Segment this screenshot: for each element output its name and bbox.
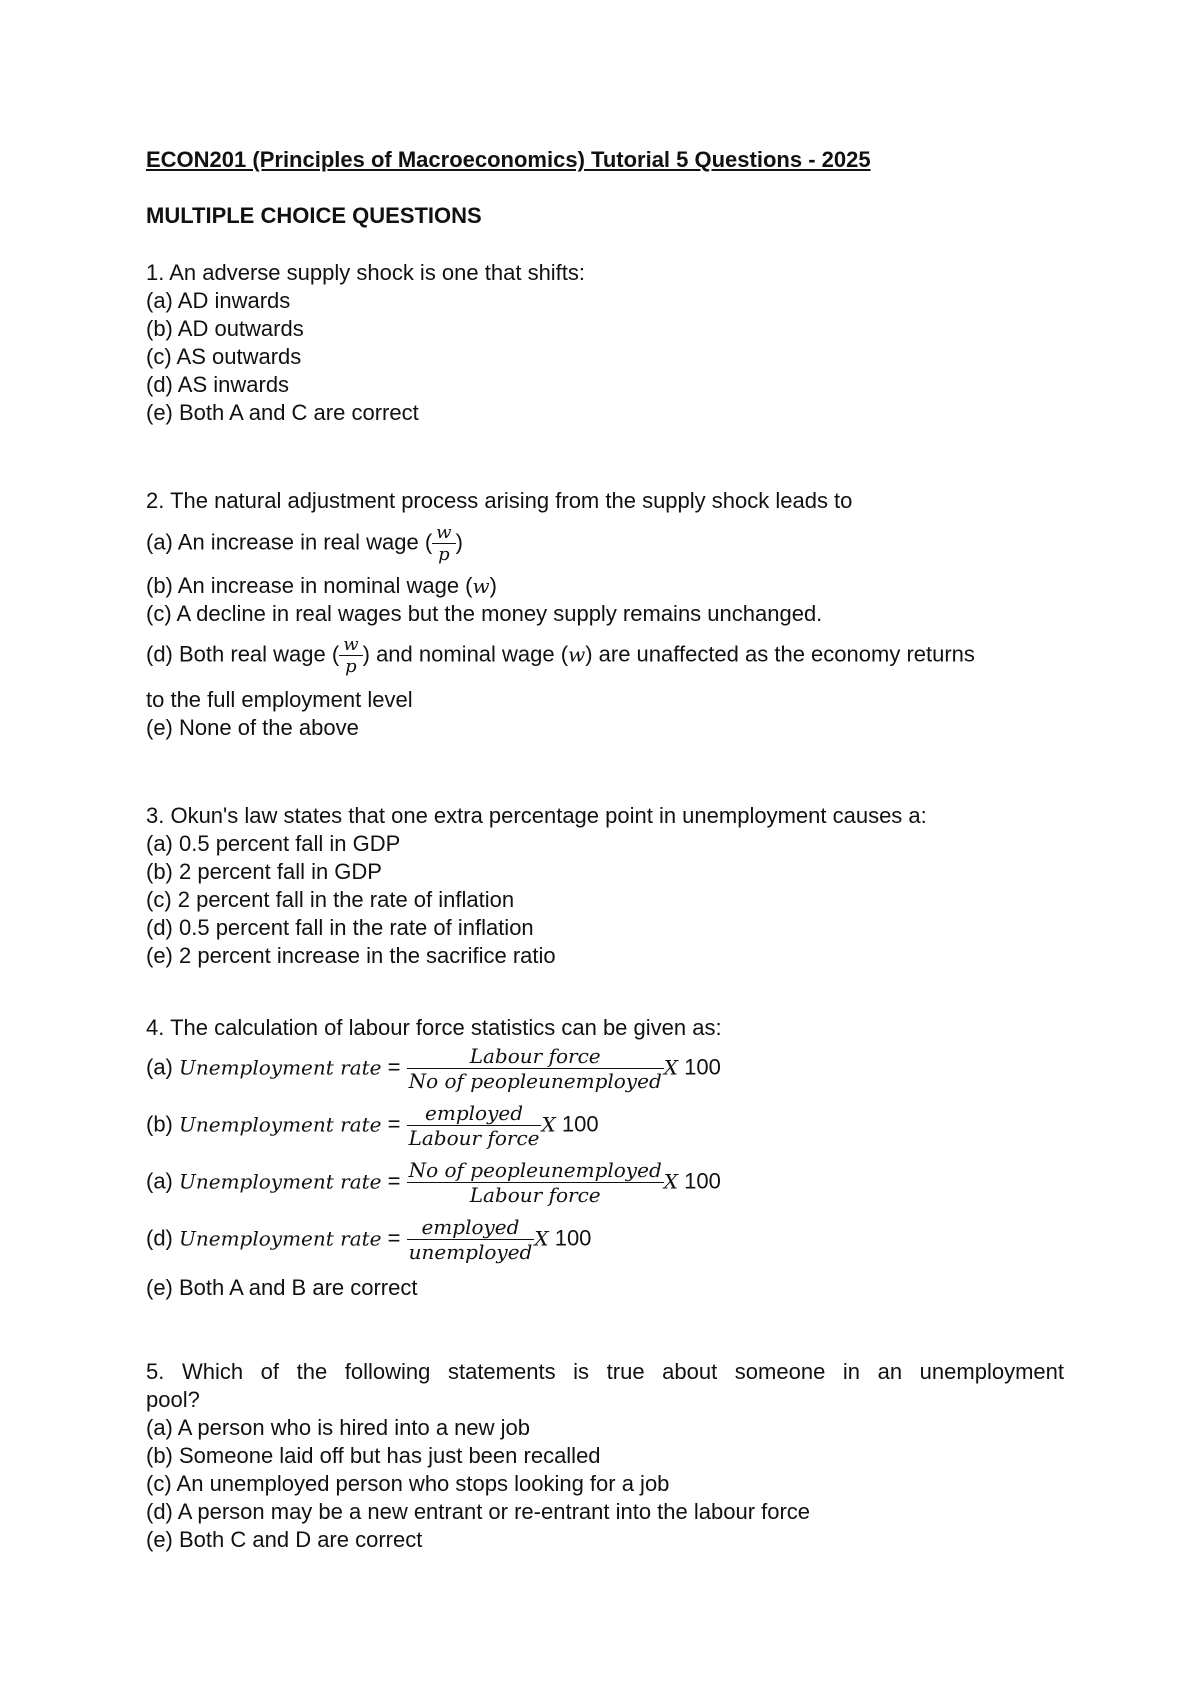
fraction-denominator: Labour force (469, 1183, 601, 1207)
q2-option-a-close: ) (455, 529, 463, 555)
q2-option-b-text: (b) An increase in nominal wage ( (146, 573, 473, 598)
q4-option-c (146, 1158, 721, 1207)
hundred-value: 100 (548, 1225, 592, 1251)
q2-option-d (146, 634, 975, 677)
equals-sign: = (381, 1054, 407, 1080)
hundred-value: 100 (678, 1168, 721, 1194)
fraction-denominator: Labour force (408, 1126, 540, 1150)
q5-stem-line-1: 5. Which of the following statements is true about someone in an unemployment (146, 1359, 1064, 1384)
q1-option-c: (c) AS outwards (146, 344, 302, 369)
q2-option-d-continued: to the full employment level (146, 687, 413, 712)
q1-option-a: (a) AD inwards (146, 288, 291, 313)
option-label: (d) (146, 1225, 179, 1251)
fraction-numerator: w (339, 634, 362, 656)
option-label: (a) (146, 1054, 179, 1080)
q1-option-e: (e) Both A and C are correct (146, 400, 419, 425)
formula-fraction (407, 1158, 664, 1207)
section-heading: MULTIPLE CHOICE QUESTIONS (146, 203, 482, 228)
q2-option-d-text: (d) Both real wage ( (146, 641, 340, 667)
q2-stem: 2. The natural adjustment process arising from the supply shock leads to (146, 488, 853, 513)
q2-option-a-text: (a) An increase in real wage ( (146, 529, 433, 555)
q5-option-e: (e) Both C and D are correct (146, 1527, 423, 1552)
formula-fraction (407, 1044, 664, 1093)
q5-stem-line-2: pool? (146, 1387, 200, 1412)
fraction-denominator: p (438, 544, 450, 565)
q2-option-b-close: ) (489, 573, 497, 598)
q2-option-d-end: ) are unaffected as the economy returns (585, 641, 975, 667)
q3-option-e: (e) 2 percent increase in the sacrifice ratio (146, 943, 556, 968)
formula-lhs: Unemployment rate (179, 1226, 382, 1251)
q3-option-d: (d) 0.5 percent fall in the rate of inflation (146, 915, 534, 940)
q3-option-c: (c) 2 percent fall in the rate of inflation (146, 887, 515, 912)
times-symbol: X (534, 1226, 549, 1251)
q2-option-c: (c) A decline in real wages but the money supply remains unchanged. (146, 601, 823, 626)
q4-option-b (146, 1101, 599, 1150)
fraction-numerator: w (432, 522, 455, 544)
times-symbol: X (541, 1112, 556, 1137)
fraction-numerator: employed (407, 1215, 535, 1240)
formula-fraction (407, 1215, 535, 1264)
formula-fraction (407, 1101, 542, 1150)
times-symbol: X (663, 1169, 678, 1194)
hundred-value: 100 (678, 1054, 721, 1080)
q5-option-a: (a) A person who is hired into a new job (146, 1415, 531, 1440)
q1-option-b: (b) AD outwards (146, 316, 304, 341)
q4-option-e: (e) Both A and B are correct (146, 1275, 418, 1300)
q5-option-c: (c) An unemployed person who stops looking for a job (146, 1471, 670, 1496)
option-label: (b) (146, 1111, 179, 1137)
q4-option-d (146, 1215, 591, 1264)
q4-stem: 4. The calculation of labour force statistics can be given as: (146, 1015, 722, 1040)
equals-sign: = (381, 1168, 407, 1194)
real-wage-fraction (339, 634, 362, 677)
fraction-denominator: No of peopleunemployed (408, 1069, 662, 1093)
q3-option-a: (a) 0.5 percent fall in GDP (146, 831, 401, 856)
fraction-numerator: employed (407, 1101, 542, 1126)
q1-stem: 1. An adverse supply shock is one that shifts: (146, 260, 586, 285)
equals-sign: = (381, 1111, 407, 1137)
q2-option-e: (e) None of the above (146, 715, 359, 740)
formula-lhs: Unemployment rate (179, 1055, 382, 1080)
nominal-wage-symbol: w (472, 574, 490, 598)
option-label: (a) (146, 1168, 179, 1194)
q4-option-a (146, 1044, 721, 1093)
document-title: ECON201 (Principles of Macroeconomics) Tutorial 5 Questions - 2025 (146, 147, 871, 172)
formula-lhs: Unemployment rate (179, 1169, 382, 1194)
fraction-denominator: unemployed (408, 1240, 533, 1264)
fraction-numerator: Labour force (407, 1044, 664, 1069)
real-wage-fraction (432, 522, 455, 565)
fraction-denominator: p (345, 656, 357, 677)
hundred-value: 100 (555, 1111, 599, 1137)
q2-option-d-mid: ) and nominal wage ( (362, 641, 569, 667)
nominal-wage-symbol: w (568, 642, 586, 667)
q2-option-b (146, 572, 497, 600)
q5-option-d: (d) A person may be a new entrant or re-entrant into the labour force (146, 1499, 811, 1524)
formula-lhs: Unemployment rate (179, 1112, 382, 1137)
q1-option-d: (d) AS inwards (146, 372, 290, 397)
q2-option-a (146, 522, 463, 565)
fraction-numerator: No of peopleunemployed (408, 1158, 662, 1182)
q5-option-b: (b) Someone laid off but has just been recalled (146, 1443, 601, 1468)
equals-sign: = (381, 1225, 407, 1251)
q3-stem: 3. Okun's law states that one extra percentage point in unemployment causes a: (146, 803, 927, 828)
q3-option-b: (b) 2 percent fall in GDP (146, 859, 382, 884)
times-symbol: X (663, 1055, 678, 1080)
